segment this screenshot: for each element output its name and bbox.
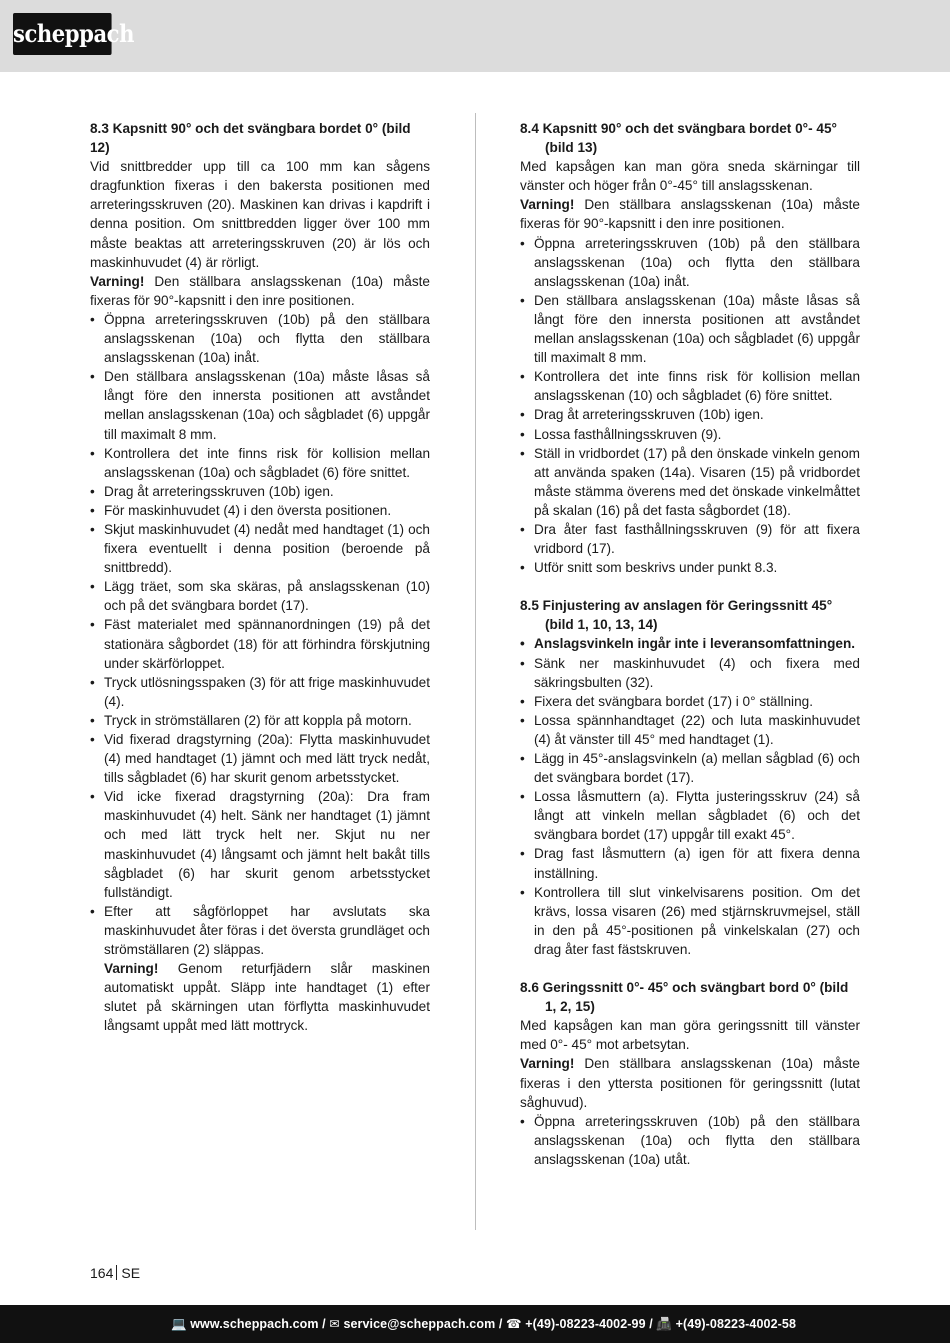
section-8-6-steps (520, 1112, 860, 1169)
list-item: • Lossa fasthållningsskruven (9). (520, 425, 860, 444)
list-item: • Lägg träet, som ska skäras, på anslagsskenan (10) och på det svängbara bordet (17). (90, 577, 430, 615)
section-8-3-title: 8.3 Kapsnitt 90° och det svängbara bordet 0° (bild 12) (90, 121, 411, 156)
section-8-4-title: 8.4 Kapsnitt 90° och det svängbara bordet 0°- 45° (bild 13) (520, 121, 837, 156)
warning-label: Varning! (520, 1056, 575, 1072)
list-item: • Lägg in 45°-anslagsvinkeln (a) mellan sågblad (6) och det svängbara bordet (17). (520, 749, 860, 787)
list-item: • Lossa låsmuttern (a). Flytta justeringsskruv (24) så långt att vinkeln mellan sågbladet (6) och det svängbara bordet (17) uppgår till exakt 45°. (520, 787, 860, 844)
spacer (520, 577, 860, 596)
list-item: • Öppna arreteringsskruven (10b) på den ställbara anslagsskenan (10a) och flytta den ställbara anslagsskenan (10a) inåt. (90, 310, 430, 367)
list-item: • Utför snitt som beskrivs under punkt 8.3. (520, 558, 860, 577)
warning-text: Genom returfjädern slår maskinen automatiskt uppåt. Släpp inte handtaget (1) efter slutet på skärningen utan förflytta maskinhuvudet långsamt uppåt med lätt mottryck. (104, 961, 430, 1034)
list-item: • Sänk ner maskinhuvudet (4) och fixera med säkringsbulten (32). (520, 654, 860, 692)
page-number-separator (116, 1265, 117, 1280)
right-column (520, 119, 860, 1169)
list-item: • Skjut maskinhuvudet (4) nedåt med handtaget (1) och fixera eventuellt i denna position (beroende på snittbredd). (90, 520, 430, 577)
list-item: • Kontrollera det inte finns risk för kollision mellan anslagsskenan (10a) och sågbladet (6) före snittet. (90, 444, 430, 482)
list-item: • Kontrollera till slut vinkelvisarens position. Om det krävs, lossa visaren (26) med stjärnskruvmejsel, ställ in den på 45°-positionen på vinkelskalan (27) och drag åter fast fästskruven. (520, 883, 860, 959)
warning-label: Varning! (520, 197, 575, 213)
warning-text: Den ställbara anslagsskenan (10a) måste fixeras i den yttersta positionen för geringssnitt (lutat såghuvud). (520, 1056, 860, 1110)
warning-paragraph (520, 195, 860, 233)
list-item: • Drag fast låsmuttern (a) igen för att fixera denna inställning. (520, 844, 860, 882)
list-item: • Ställ in vridbordet (17) på den önskade vinkeln genom att använda spaken (14a). Visaren (15) på vridbordet måste stämma överens med det önskade vinkelmåttet på skalan (16) på det fasta sågbordet (18). (520, 444, 860, 520)
list-item: • Lossa spännhandtaget (22) och luta maskinhuvudet (4) åt vänster till 45° med handtaget (1). (520, 711, 860, 749)
page-language: SE (121, 1265, 141, 1281)
section-8-5-title: 8.5 Finjustering av anslagen för Geringssnitt 45° (bild 1, 10, 13, 14) (520, 598, 833, 633)
list-item: • Vid icke fixerad dragstyrning (20a): Dra fram maskinhuvudet (4) helt. Sänk ner handtaget (1) jämnt och med lätt tryck helt ner. Skjut nu ner maskinhuvudet (4) långsamt och jämnt helt bakåt tills sågbladet (6) har skurit genom arbetsstycket fullständigt. (90, 787, 430, 902)
list-item: • Fixera det svängbara bordet (17) i 0° ställning. (520, 692, 860, 711)
warning-label: Varning! (90, 273, 145, 289)
warning-text: Den ställbara anslagsskenan (10a) måste fixeras för 90°-kapsnitt i den inre positionen. (90, 273, 430, 308)
spacer (520, 959, 860, 978)
brand-logo: scheppach (13, 13, 112, 55)
list-item: • Tryck in strömställaren (2) för att koppla på motorn. (90, 711, 430, 730)
footer-band (0, 1305, 950, 1343)
list-item: • Efter att sågförloppet har avslutats ska maskinhuvudet åter föras i det översta grundläget och strömställaren (2) släppas. (90, 902, 430, 959)
list-item: • Öppna arreteringsskruven (10b) på den ställbara anslagsskenan (10a) och flytta den ställbara anslagsskenan (10a) utåt. (520, 1112, 860, 1169)
section-8-6-intro: Med kapsågen kan man göra geringssnitt till vänster med 0°- 45° mot arbetsytan. (520, 1018, 860, 1053)
list-item: • Vid fixerad dragstyrning (20a): Flytta maskinhuvudet (4) med handtaget (1) jämnt och med lätt tryck nedåt, tills sågbladet (6) har skurit genom arbetsstycket. (90, 730, 430, 787)
warning-paragraph (520, 1054, 860, 1111)
list-item: • Den ställbara anslagsskenan (10a) måste låsas så långt före den innersta positionen att avståndet mellan anslagsskenan (10a) och sågbladet (6) uppgår till maximalt 8 mm. (90, 367, 430, 443)
list-item: • Anslagsvinkeln ingår inte i leveransomfattningen. (520, 634, 860, 653)
list-item: • Drag åt arreteringsskruven (10b) igen. (520, 405, 860, 424)
list-item: • För maskinhuvudet (4) i den översta positionen. (90, 501, 430, 520)
warning-paragraph (90, 959, 430, 1035)
list-item: • Fäst materialet med spännanordningen (19) på det stationära sågbordet (18) för att förhindra förskjutning under skärförloppet. (90, 615, 430, 672)
footer-contact: 💻 www.scheppach.com / ✉ service@scheppach.com / ☎ +(49)-08223-4002-99 / 📠 +(49)-08223-4002-58 (170, 1317, 796, 1331)
section-8-3-steps (90, 310, 430, 959)
warning-paragraph (90, 272, 430, 310)
list-item: • Dra åter fast fasthållningsskruven (9) för att fixera vridbord (17). (520, 520, 860, 558)
section-8-6-title: 8.6 Geringssnitt 0°- 45° och svängbart bord 0° (bild 1, 2, 15) (520, 980, 849, 1015)
list-item: • Öppna arreteringsskruven (10b) på den ställbara anslagsskenan (10a) och flytta den ställbara anslagsskenan (10a) inåt. (520, 234, 860, 291)
warning-text: Den ställbara anslagsskenan (10a) måste fixeras för 90°-kapsnitt i den inre positionen. (520, 197, 860, 232)
list-item: • Den ställbara anslagsskenan (10a) måste låsas så långt före den innersta positionen att avståndet mellan anslagsskenan (10a) och sågbladet (6) uppgår till maximalt 8 mm. (520, 291, 860, 367)
section-8-4-intro: Med kapsågen kan man göra sneda skärningar till vänster och höger från 0°-45° till anslagsskenan. (520, 159, 860, 194)
header-band (0, 0, 950, 72)
section-8-5-steps (520, 634, 860, 959)
list-item: • Tryck utlösningsspaken (3) för att frige maskinhuvudet (4). (90, 673, 430, 711)
section-8-4-steps (520, 234, 860, 578)
warning-label: Varning! (104, 961, 159, 977)
page-number-value: 164 (90, 1265, 114, 1281)
left-column (90, 119, 430, 1036)
page-number (90, 1264, 140, 1282)
list-item: • Kontrollera det inte finns risk för kollision mellan anslagsskenan (10) och sågbladet (6) före snittet. (520, 367, 860, 405)
list-item: • Drag åt arreteringsskruven (10b) igen. (90, 482, 430, 501)
column-divider (475, 113, 476, 1230)
section-8-3-intro: Vid snittbredder upp till ca 100 mm kan sågens dragfunktion fixeras i den bakersta positionen med arreteringsskruven (20). Maskinen kan drivas i kapdrift i denna position. Om snittbredden ligger över 100 mm måste beaktas att arreteringsskruven (20) är lös och maskinhuvudet (4) är rörligt. (90, 159, 430, 270)
